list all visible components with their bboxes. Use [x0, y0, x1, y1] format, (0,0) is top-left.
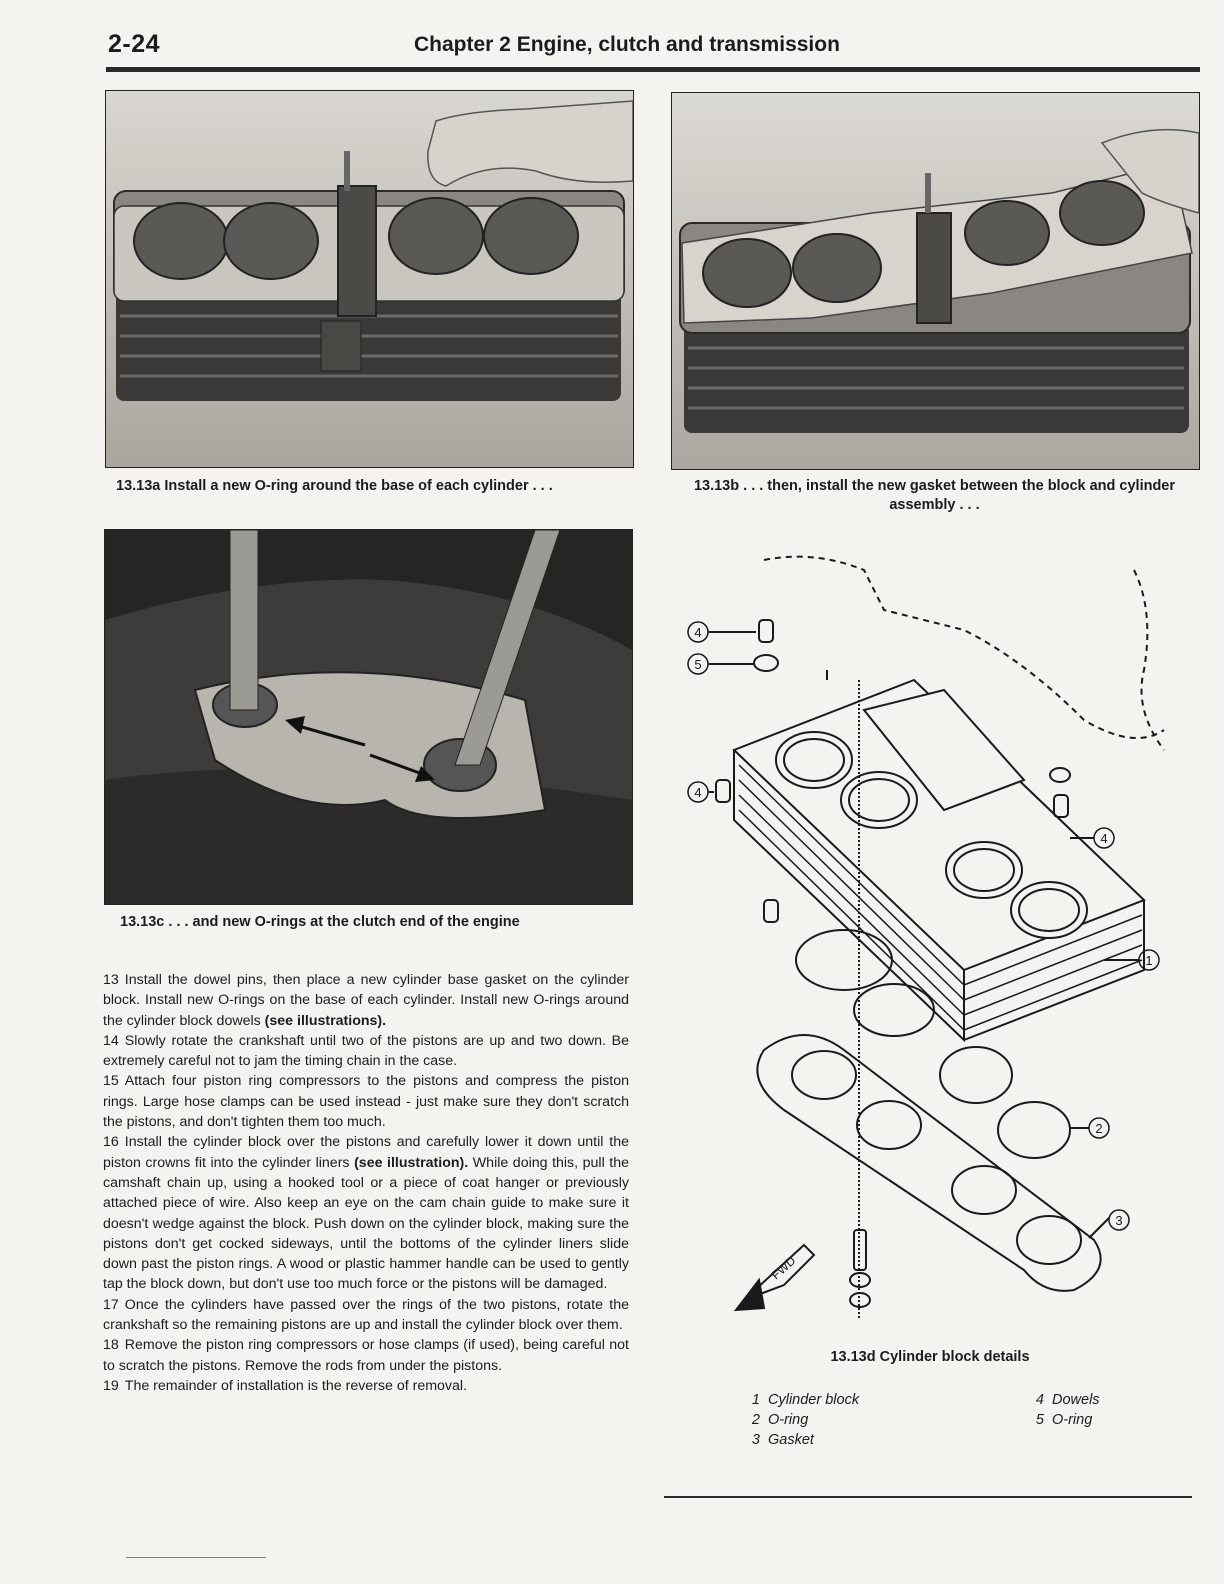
step-15: 15 Attach four piston ring compressors to the pistons and compress the piston rings. Large hose clamps can be used instead - just make sure they don't scratch the pistons, and don't tighten them too much. [103, 1073, 629, 1131]
callout-2: 2 [1095, 1121, 1103, 1136]
callout-4a: 4 [694, 625, 702, 640]
fwd-label: FWD [768, 1253, 799, 1283]
legend-item: 1 Cylinder block [751, 1392, 860, 1408]
procedure-text [103, 970, 629, 1396]
footer-line [126, 1557, 266, 1558]
photo-gasket-install [671, 92, 1200, 470]
header-rule [106, 67, 1200, 72]
callout-4b: 4 [694, 785, 702, 800]
callout-4c: 4 [1100, 831, 1108, 846]
step-17: 17 Once the cylinders have passed over the rings of the two pistons, rotate the crankshaft so the remaining pistons are up and install the cylinder block over them. [103, 1296, 629, 1334]
caption-13-13c: 13.13c . . . and new O-rings at the clutch end of the engine [120, 914, 520, 930]
step-14: 14 Slowly rotate the crankshaft until two of the pistons are up and two down. Be extremely careful not to jam the timing chain in the case. [103, 1032, 629, 1070]
caption-13-13b: 13.13b . . . then, install the new gasket between the block and cylinder assembly . . . [693, 478, 1176, 513]
photo-clutch-end-orings [104, 529, 633, 905]
legend-item: 2 O-ring [751, 1412, 809, 1428]
step-13: 13 Install the dowel pins, then place a new cylinder base gasket on the cylinder block. Install new O-rings on the base of each cylinder. Install new O-rings around the cylinder block dowels (see illustrations). [103, 972, 629, 1029]
step-18: 18 Remove the piston ring compressors or hose clamps (if used), being careful not to scratch the pistons. Remove the rods from under the pistons. [103, 1337, 629, 1374]
legend-item: 3 Gasket [751, 1432, 814, 1448]
legend-right [1020, 1390, 1100, 1430]
caption-13-13d: 13.13d Cylinder block details [830, 1349, 1030, 1365]
page-number: 2-24 [108, 30, 161, 58]
bottom-rule [664, 1496, 1192, 1498]
cylinder-block-diagram [664, 550, 1204, 1325]
caption-13-13a: 13.13a Install a new O-ring around the base of each cylinder . . . [116, 478, 553, 494]
legend-item: 4 Dowels [1035, 1392, 1100, 1408]
legend-item: 5 O-ring [1035, 1412, 1093, 1428]
step-19: 19 The remainder of installation is the reverse of removal. [103, 1377, 468, 1394]
chapter-title: Chapter 2 Engine, clutch and transmission [414, 33, 840, 56]
photo-cylinder-orings [105, 90, 634, 468]
callout-5: 5 [694, 657, 702, 672]
callout-3: 3 [1115, 1213, 1123, 1228]
legend-left [736, 1390, 859, 1450]
step-16: 16 Install the cylinder block over the pistons and carefully lower it down until the piston crowns fit into the cylinder liners (see illustration). While doing this, pull the camshaft chain up, using a hooked tool or a piece of coat hanger or previously attached piece of wire. Also keep an eye on the cam chain guide to make sure it doesn't wedge against the block. Push down on the cylinder block, making sure the pistons don't get cocked sideways, until the bottoms of the cylinder liners slide down past the piston rings. A wood or plastic hammer handle can be used to gently tap the block down, but don't use too much force or the pistons will be damaged. [103, 1134, 629, 1293]
callout-1: 1 [1145, 953, 1153, 968]
